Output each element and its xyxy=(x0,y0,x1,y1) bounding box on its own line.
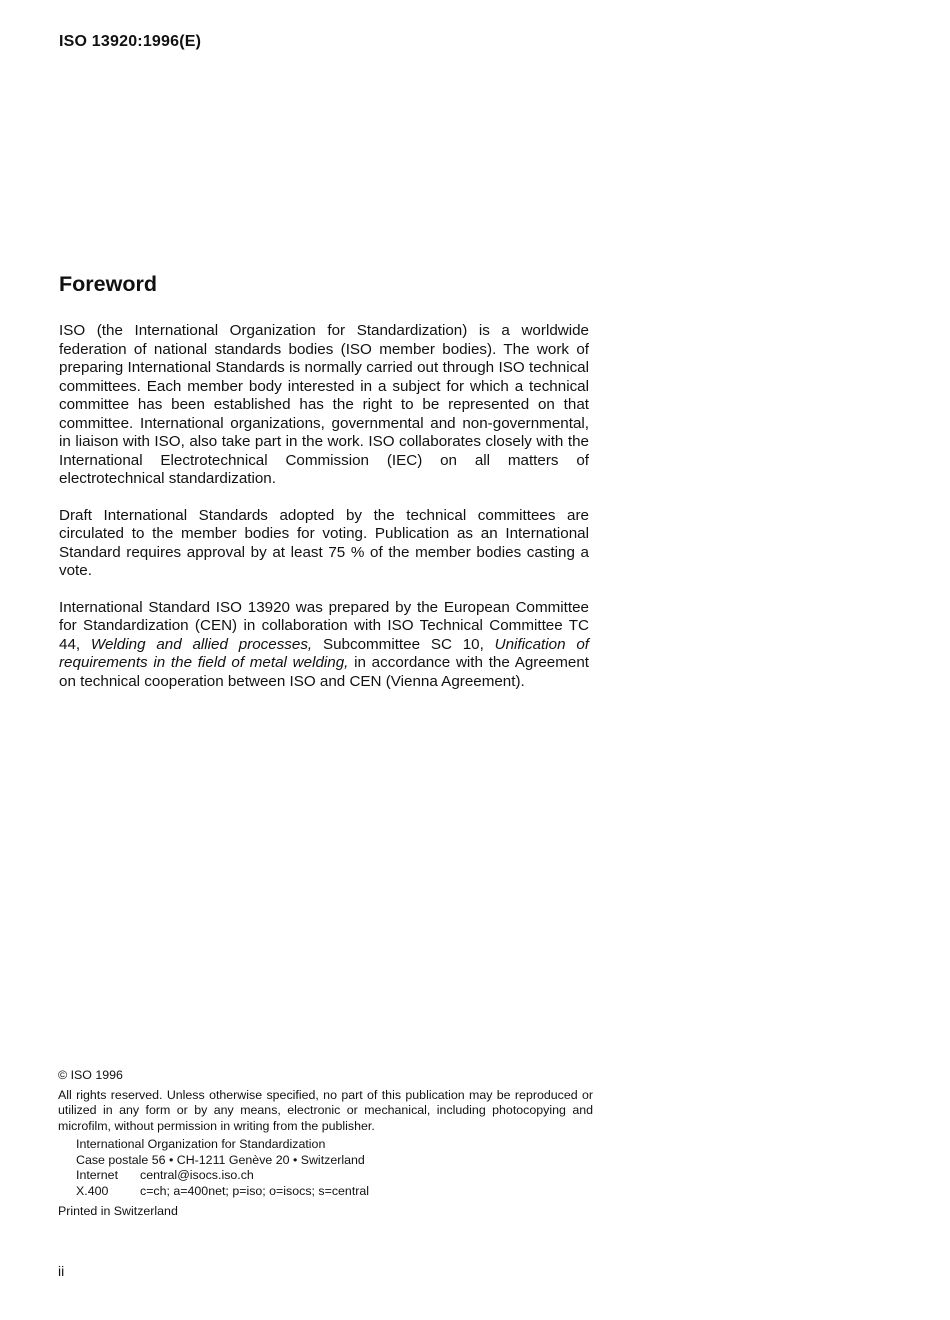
copyright-block xyxy=(58,1068,593,1220)
internet-label: Internet xyxy=(76,1168,119,1182)
committee-title: Welding and allied processes, xyxy=(90,635,313,653)
paragraph-preparation xyxy=(59,599,589,692)
page-number: ii xyxy=(58,1263,65,1279)
subcommittee-title: Unification of requirements in the field of metal welding, xyxy=(59,635,589,671)
publisher-address xyxy=(58,1137,593,1199)
copyright-line: © ISO 1996 xyxy=(58,1068,123,1082)
x400-row xyxy=(76,1184,593,1200)
paragraph-iso-intro: ISO (the International Organization for Standardization) is a worldwide federation of national standards bodies (ISO member bodies). The work of preparing International Standards is normally carried out through ISO technical committees. Each member body interested in a subject for which a technical committee has been established has the right to be represented on that committee. International organizations, governmental and non-governmental, in liaison with ISO, also take part in the work. ISO collaborates closely with the International Electrotechnical Commission (IEC) on all matters of electrotechnical standardization. xyxy=(59,322,589,487)
preparation-text-1: International Standard ISO 13920 was prepared by the European Committee for Standardization (CEN) in collaboration with ISO Technical Committee TC 44, xyxy=(59,598,589,653)
internet-address: central@isocs.iso.ch xyxy=(140,1168,254,1182)
paragraph-draft-standards: Draft International Standards adopted by the technical committees are circulated to the member bodies for voting. Publication as an International Standard requires approval by at least 75 % of the member bodies casting a vote. xyxy=(59,506,589,579)
x400-address: c=ch; a=400net; p=iso; o=isocs; s=central xyxy=(140,1183,370,1198)
rights-notice: All rights reserved. Unless otherwise specified, no part of this publication may be reproduced or utilized in any form or by any means, electronic or mechanical, including photocopying and microfilm, without permission in writing from the publisher. xyxy=(58,1087,593,1133)
x400-label: X.400 xyxy=(76,1183,109,1198)
postal-address: Case postale 56 • CH-1211 Genève 20 • Switzerland xyxy=(76,1152,365,1167)
document-id-header: ISO 13920:1996(E) xyxy=(59,33,202,50)
internet-row xyxy=(76,1168,593,1184)
page-title: Foreword xyxy=(59,272,157,296)
foreword-body xyxy=(59,322,589,709)
printed-in: Printed in Switzerland xyxy=(58,1204,178,1218)
preparation-text-2: Subcommittee SC 10, xyxy=(312,635,495,653)
org-name: International Organization for Standardization xyxy=(76,1137,326,1151)
preparation-text-3: in accordance with the Agreement on technical cooperation between ISO and CEN (Vienna Agreement). xyxy=(59,654,589,690)
